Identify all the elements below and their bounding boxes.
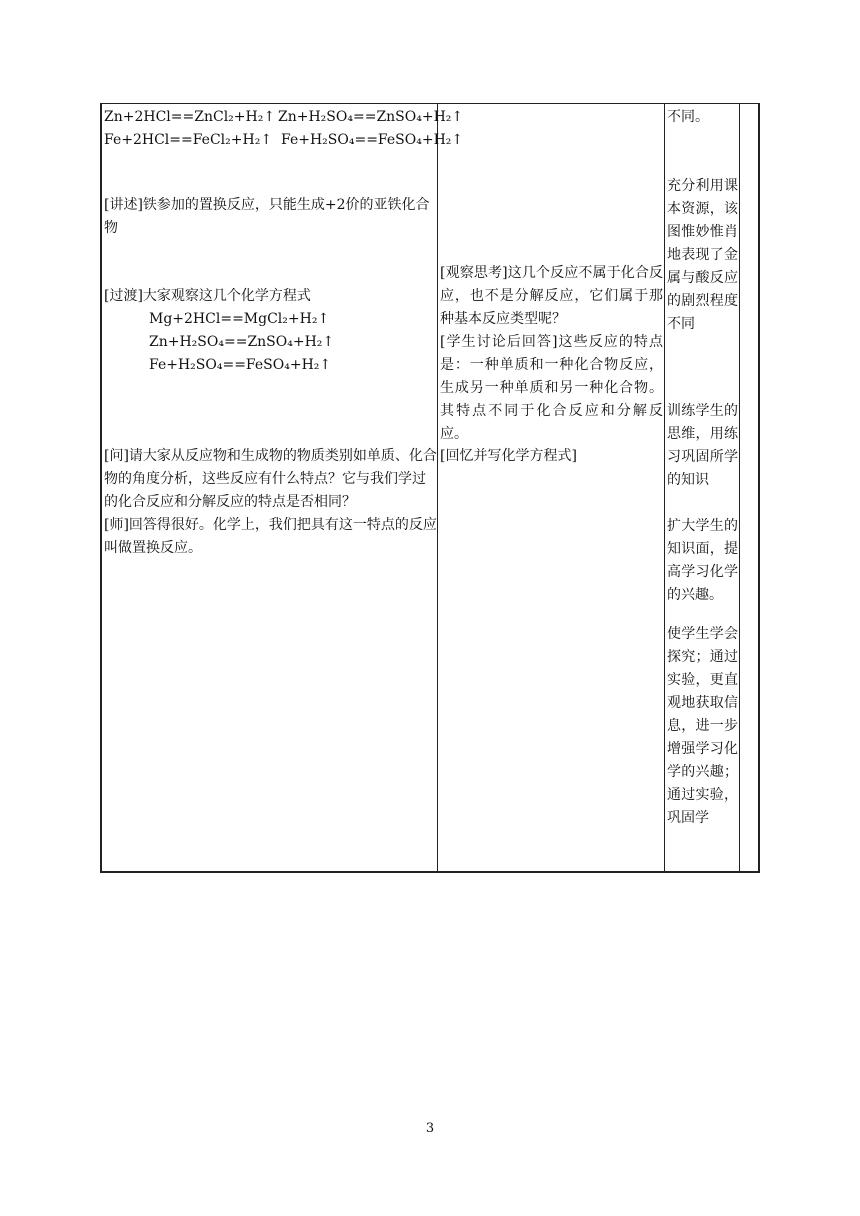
empty-cell: [740, 104, 760, 872]
discuss-text: [学生讨论后回答]这些反应的特点是：一种单质和一种化合物反应，生成另一种单质和另一种化合物。其特点不同于化合反应和分解反应。: [440, 334, 663, 442]
note-text: 不同。: [667, 109, 709, 125]
equation-fe-hcl: Fe+2HCl==FeCl₂+H₂↑: [104, 132, 273, 148]
explain-text: [讲述]铁参加的置换反应，只能生成+2价的亚铁化合物: [104, 197, 430, 236]
question-text: [问]请大家从反应物和生成物的物质类别如单质、化合物的角度分析，这些反应有什么特点？它与我们学过的化合反应和分解反应的特点是否相同？: [104, 448, 437, 510]
note-text: 扩大学生的知识面，提高学习化学的兴趣。: [667, 518, 738, 603]
teacher-text: [师]回答得很好。化学上，我们把具有这一特点的反应叫做置换反应。: [104, 517, 437, 556]
equation-list: [149, 308, 334, 377]
lesson-plan-table: [100, 103, 760, 873]
equation-item: Mg+2HCl==MgCl₂+H₂↑: [149, 311, 330, 327]
equation-fe-h2so4: Fe+H₂SO₄==FeSO₄+H₂↑: [281, 132, 464, 148]
recall-text: [回忆并写化学方程式]: [440, 448, 577, 464]
equation-zn-hcl: Zn+2HCl==ZnCl₂+H₂↑: [104, 109, 276, 125]
equation-zn-h2so4: Zn+H₂SO₄==ZnSO₄+H₂↑: [278, 109, 464, 125]
design-intent-cell: [665, 104, 740, 872]
student-activity-cell: [438, 104, 665, 872]
note-text: 训练学生的思维，用练习巩固所学的知识: [667, 403, 738, 488]
equation-item: Fe+H₂SO₄==FeSO₄+H₂↑: [149, 357, 332, 373]
page-number: 3: [425, 1121, 435, 1136]
teacher-activity-cell: [100, 104, 464, 872]
note-text: 充分利用课本资源，该图惟妙惟肖地表现了金属与酸反应的剧烈程度不同: [667, 178, 738, 332]
equation-item: Zn+H₂SO₄==ZnSO₄+H₂↑: [149, 334, 335, 350]
transition-text: [过渡]大家观察这几个化学方程式: [104, 288, 311, 304]
observe-text: [观察思考]这几个反应不属于化合反应，也不是分解反应，它们属于那种基本反应类型呢？: [440, 265, 663, 327]
note-text: 使学生学会探究；通过实验，更直观地获取信息，进一步增强学习化学的兴趣；通过实验，巩固学: [667, 626, 738, 826]
